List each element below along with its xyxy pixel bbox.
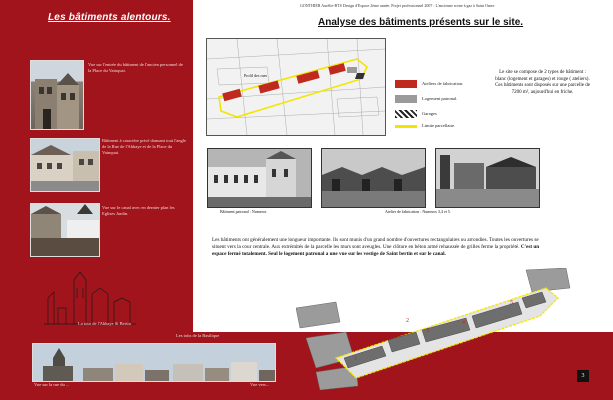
pano-caption-2: Les toits de la Basilique xyxy=(176,333,220,338)
pano-caption-3: Vue vers... xyxy=(250,382,270,387)
site-plan xyxy=(206,38,386,136)
caption-abbey: La tour de l'Abbaye St Bertin xyxy=(78,321,131,326)
legend-swatch-boundary xyxy=(395,125,417,128)
analysis-paragraph xyxy=(212,237,547,258)
photo-canal xyxy=(30,203,100,257)
left-panel xyxy=(0,0,193,400)
legend-label-workshop: Ateliers de fabrication. xyxy=(422,81,464,86)
photo-workshop-2 xyxy=(435,148,540,208)
page-number: 3 xyxy=(577,370,589,382)
plan-number-5: 5 xyxy=(510,300,513,306)
panorama-strip xyxy=(32,343,276,382)
main-title: Analyse des bâtiments présents sur le site. xyxy=(318,17,524,28)
legend-swatch-housing xyxy=(395,95,417,103)
bottom-site-plan xyxy=(296,268,586,393)
caption-entrance: Vue sur l'entrée du bâtiment de l'ancien personnel de la Place du Vainquai. xyxy=(88,62,183,73)
legend-label-boundary: Limite parcellaire. xyxy=(422,123,456,128)
left-panel-title: Les bâtiments alentours. xyxy=(48,12,171,23)
caption-workshops: Atelier de fabrication : Numeros 3,4 et 5. xyxy=(385,209,451,214)
legend-swatch-workshop xyxy=(395,80,417,88)
plan-number-2: 2 xyxy=(406,318,409,324)
legend-label-housing: Logement patronal. xyxy=(422,96,458,101)
site-description: Le site se compose de 2 types de bâtiment : blanc (logement et garages) et rouge ( ateliers). Ces bâtiments sont disposés sur une parcelle de 7200 m², aujourd'hui en friche. xyxy=(495,70,590,95)
header-meta: GONTHIER Aurélie-BTS Design d'Espace 2ème année. Projet professionnel 2007 : L'ancienne scene à gaz à Saint Omer. xyxy=(300,3,495,8)
analysis-paragraph-normal: Les bâtiments ont généralement une longueur importante. Ils sont munis d'un grand nombre d'ouvertures rectangulaires ou arrondies. Toutes les ouvertures se situent vers la cour centrale. Aux extrémités de la parcelle les murs sont aveugles. Une clôture en béton armé rehaussée de grilles ferme la propriété. xyxy=(212,237,539,250)
photo-corner-building xyxy=(30,138,100,192)
caption-patronal: Bâtiment patronal : Numerot. xyxy=(220,209,268,214)
pano-caption-1: Vue sur la rue du ... xyxy=(34,382,70,387)
photo-entrance-building xyxy=(30,60,84,130)
caption-canal: Vue sur le canal avec en dernier plan les Eglises Jardin. xyxy=(102,205,175,216)
caption-corner: Bâtiment à caractère privé donnant tout l'angle de la Rue de l'Abbaye et de la Place du Vainquai. xyxy=(102,138,187,155)
legend-label-garages: Garages xyxy=(422,111,437,116)
plan-label: Profil des rues xyxy=(244,73,268,78)
plan-number-3: 3 xyxy=(426,328,429,334)
plan-number-1: 1 xyxy=(354,356,357,362)
analysis-paragraph-bold: C'est un espace fermé totalement. Seul le logement patronal a une vue sur les vestige de Saint bertin et sur le canal. xyxy=(212,244,540,257)
abbey-tower-sketch xyxy=(44,268,136,326)
photo-workshop-1 xyxy=(321,148,426,208)
photo-patronal-building xyxy=(207,148,312,208)
legend-swatch-garages xyxy=(395,110,417,118)
plan-number-4: 4 xyxy=(462,320,465,326)
